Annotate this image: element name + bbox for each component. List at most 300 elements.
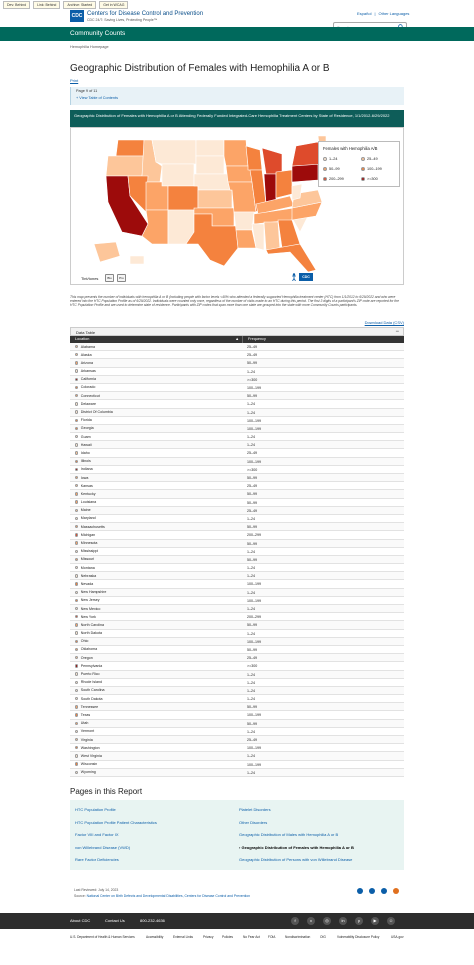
frequency-swatch (75, 427, 78, 430)
location-name: Louisiana (80, 500, 97, 505)
col-frequency-label: Frequency (248, 337, 266, 341)
legend-swatch (323, 167, 327, 171)
state-pennsylvania (292, 164, 318, 182)
location-name: Puerto Rico (80, 672, 100, 676)
site-tagline: CDC 24/7: Saving Lives, Protecting People™ (87, 18, 158, 22)
cell-frequency: 25–49 (247, 738, 257, 742)
table-row (70, 605, 404, 613)
location-name: Mississippi (80, 549, 99, 554)
table-row (70, 720, 404, 728)
report-page-link[interactable]: Platelet Disorders (239, 807, 271, 812)
legend-label: >=300 (367, 177, 378, 181)
table-row (70, 466, 404, 474)
location-name: North Carolina (80, 622, 104, 627)
subfooter-link[interactable]: Vulnerability Disclosure Policy (337, 935, 380, 939)
table-row (70, 343, 404, 351)
cell-frequency: 1–24 (247, 680, 255, 685)
cell-location (70, 474, 242, 481)
cell-location (70, 662, 242, 669)
table-row (70, 409, 404, 417)
frequency-swatch (75, 681, 78, 684)
subfooter-link[interactable]: USA.gov (391, 935, 404, 939)
cell-location (70, 417, 242, 424)
cell-frequency: 50–99 (247, 541, 257, 546)
site-title[interactable]: Centers for Disease Control and Prevention (87, 11, 204, 17)
cell-location (70, 466, 242, 473)
print-link[interactable]: Print (70, 78, 79, 83)
cell-location (70, 589, 242, 596)
pages-in-report-box (70, 800, 404, 870)
frequency-swatch (75, 697, 78, 700)
cell-location (70, 449, 242, 456)
tint-label: Tint/tones (81, 276, 99, 281)
cell-frequency: 1–24 (247, 697, 255, 702)
cell-frequency: 100–199 (247, 746, 261, 751)
frequency-swatch (75, 648, 78, 651)
cell-frequency: 50–99 (247, 476, 257, 480)
location-name: Georgia (80, 426, 94, 431)
table-row (70, 761, 404, 769)
cell-location (70, 728, 242, 735)
legend-label: 25–49 (367, 157, 378, 161)
frequency-swatch (75, 607, 78, 610)
subfooter-link[interactable]: Policies (222, 935, 233, 939)
cell-frequency: 100–199 (247, 713, 261, 718)
table-row (70, 572, 404, 580)
location-name: Connecticut (80, 393, 100, 398)
cell-frequency: 1–24 (247, 631, 255, 636)
table-row (70, 392, 404, 400)
report-page-link[interactable]: HTC Population Profile (75, 807, 116, 812)
subfooter-link[interactable]: OIG (320, 935, 326, 939)
cell-location (70, 621, 242, 628)
state-kansas (198, 190, 232, 208)
frequency-swatch (75, 689, 78, 692)
table-row (70, 556, 404, 564)
frequency-swatch (75, 656, 78, 659)
table-of-contents-box (70, 87, 404, 105)
last-reviewed: Last Reviewed: July 14, 2023 (74, 888, 119, 892)
syndicate-icon[interactable] (393, 888, 399, 894)
data-table-toggle[interactable] (70, 327, 404, 336)
table-row (70, 613, 404, 621)
pinterest-icon[interactable]: p (355, 917, 363, 925)
data-table (70, 327, 404, 777)
table-row (70, 564, 404, 572)
table-row (70, 384, 404, 392)
cell-frequency: 25–49 (247, 484, 257, 489)
frequency-swatch (75, 369, 78, 372)
cell-frequency: 100–199 (247, 762, 261, 767)
frequency-swatch (75, 615, 78, 618)
state-hawaii (130, 256, 144, 264)
table-body (70, 343, 404, 777)
frequency-swatch (75, 550, 78, 553)
frequency-swatch (75, 402, 78, 405)
cell-location (70, 515, 242, 522)
table-row (70, 441, 404, 449)
table-row (70, 490, 404, 498)
linkedin-icon[interactable]: in (339, 917, 347, 925)
notice-badge: Dev: Behind (3, 1, 30, 9)
frequency-swatch (75, 746, 78, 749)
cell-frequency: 50–99 (247, 492, 257, 497)
cell-location (70, 711, 242, 718)
tint-button-pro[interactable]: Pro (117, 274, 126, 282)
frequency-swatch (75, 525, 78, 528)
cell-location (70, 613, 242, 620)
toc-link-label[interactable]: View Table of Contents (79, 96, 118, 100)
cell-location (70, 392, 242, 399)
table-row (70, 376, 404, 384)
cell-location (70, 425, 242, 432)
legend-swatch (361, 167, 365, 171)
cell-frequency: 100–199 (247, 385, 261, 390)
cell-location (70, 703, 242, 710)
location-name: Rhode Island (80, 680, 102, 685)
cdc-logo[interactable]: CDC (70, 10, 84, 22)
table-row (70, 671, 404, 679)
report-page-link[interactable]: Rare Factor Deficiencies (75, 857, 119, 862)
cell-location (70, 572, 242, 579)
report-page-link[interactable]: Factor VIII and Factor IX (75, 832, 119, 837)
cell-location (70, 752, 242, 759)
table-row (70, 474, 404, 482)
frequency-swatch (75, 566, 78, 569)
table-row (70, 687, 404, 695)
table-row (70, 548, 404, 556)
subfooter-link[interactable]: External Links (173, 935, 194, 939)
location-name: Wisconsin (80, 762, 98, 767)
frequency-swatch (75, 582, 78, 585)
table-row (70, 621, 404, 629)
state-wisconsin (246, 146, 262, 170)
location-name: New Mexico (80, 606, 101, 611)
state-colorado (168, 186, 198, 210)
location-name: Delaware (80, 401, 96, 406)
table-row (70, 531, 404, 539)
section-title[interactable]: Community Counts (70, 30, 126, 37)
table-row (70, 499, 404, 507)
location-name: Pennsylvania (80, 663, 103, 668)
frequency-swatch (75, 762, 78, 765)
table-row (70, 638, 404, 646)
cell-frequency: 50–99 (247, 525, 257, 530)
table-row (70, 351, 404, 359)
location-name: Alabama (80, 344, 95, 349)
cell-frequency: 200–299 (247, 615, 261, 620)
legend-title: Females with Hemophilia A/B (323, 146, 378, 151)
location-name: California (80, 377, 96, 382)
subfooter-link[interactable]: Accessibility (146, 935, 164, 939)
cell-frequency: 1–24 (247, 435, 255, 440)
collapse-icon[interactable]: − (395, 329, 399, 335)
location-name: Ohio (80, 639, 89, 644)
cell-frequency: 50–99 (247, 557, 257, 562)
col-location-label: Location (75, 337, 90, 341)
toc-link[interactable]: + View Table of Contents (76, 96, 118, 100)
cell-location (70, 736, 242, 743)
cell-location (70, 548, 242, 555)
table-row (70, 540, 404, 548)
cell-frequency: 1–24 (247, 402, 255, 407)
cell-frequency: 1–24 (247, 574, 255, 579)
frequency-swatch (75, 672, 78, 675)
legend-item (323, 157, 337, 161)
cell-location (70, 400, 242, 407)
table-row (70, 523, 404, 531)
frequency-swatch (75, 574, 78, 577)
cell-location (70, 523, 242, 530)
location-name: Texas (80, 712, 91, 717)
cell-location (70, 744, 242, 751)
state-utah (146, 182, 168, 210)
map-legend (318, 141, 400, 187)
cell-frequency: 1–24 (247, 443, 255, 448)
report-page-link[interactable]: Geographic Distribution of Persons with von Willebrand Disease (239, 857, 353, 862)
cell-frequency: >=300 (247, 377, 258, 382)
instagram-icon[interactable]: ◎ (323, 917, 331, 925)
col-header-location[interactable] (70, 336, 242, 343)
location-name: Vermont (80, 729, 95, 734)
pages-in-report-title: Pages in this Report (70, 787, 143, 796)
source-link[interactable]: National Center on Birth Defects and Developmental Disabilities, Centers for Disease Control and Prevention (86, 894, 251, 898)
report-page-link[interactable]: von Willebrand Disease (VWD) (75, 845, 131, 850)
legend-item (361, 167, 382, 171)
cell-location (70, 433, 242, 440)
state-washington (116, 140, 144, 156)
table-row (70, 597, 404, 605)
state-nebraska (194, 174, 230, 190)
cell-location (70, 761, 242, 768)
facebook-icon[interactable] (357, 888, 363, 894)
subfooter-link[interactable]: Privacy (203, 935, 214, 939)
location-name: Alaska (80, 352, 92, 357)
report-page-link[interactable]: Geographic Distribution of Males with Hemophilia A or B (239, 832, 339, 837)
location-name: Maine (80, 508, 91, 513)
cell-frequency: 25–49 (247, 345, 257, 349)
location-name: North Dakota (80, 631, 102, 636)
tint-button-blue[interactable]: Blu (105, 274, 114, 282)
legend-item (323, 167, 340, 171)
location-name: New York (80, 614, 96, 619)
location-name: Nebraska (80, 573, 97, 578)
cell-location (70, 343, 242, 350)
legend-swatch (361, 177, 365, 181)
cell-location (70, 580, 242, 587)
footer-contact-link[interactable]: Contact Us (105, 918, 125, 923)
location-name: Massachusetts (80, 524, 105, 529)
table-row (70, 359, 404, 367)
cell-frequency: 200–299 (247, 533, 261, 538)
snapchat-icon[interactable]: ☺ (388, 918, 394, 923)
cell-frequency: 50–99 (247, 394, 257, 399)
location-name: Maryland (80, 516, 96, 521)
table-row (70, 769, 404, 777)
location-name: Guam (80, 434, 91, 439)
cell-location (70, 638, 242, 645)
cell-frequency: 1–24 (247, 729, 255, 734)
frequency-swatch (75, 713, 78, 716)
frequency-swatch (75, 419, 78, 422)
cell-location (70, 630, 242, 637)
cell-frequency: 25–49 (247, 353, 257, 358)
cell-location (70, 409, 242, 416)
frequency-swatch (75, 435, 78, 438)
cell-location (70, 605, 242, 612)
cell-location (70, 351, 242, 358)
subfooter-link[interactable]: FOIA (268, 935, 276, 939)
cell-location (70, 482, 242, 489)
cell-frequency: 1–24 (247, 516, 255, 521)
source-line (74, 894, 250, 898)
page-indicator: Page 9 of 11 (76, 89, 98, 93)
state-alaska (94, 242, 120, 262)
footer-phone[interactable]: 800-232-4636 (140, 918, 165, 923)
site-footer (0, 913, 474, 929)
table-row (70, 703, 404, 711)
lang-link-espanol[interactable]: Español (357, 11, 372, 16)
legend-item (361, 177, 378, 181)
report-page-link[interactable]: HTC Population Profile Patient Characteristics (75, 820, 157, 825)
accessibility-icon (291, 273, 297, 281)
location-name: Florida (80, 418, 92, 423)
cell-frequency: 50–99 (247, 721, 257, 726)
frequency-swatch (75, 492, 78, 495)
frequency-swatch (75, 541, 78, 544)
cell-location (70, 769, 242, 776)
table-header-row (70, 336, 404, 343)
cell-location (70, 359, 242, 366)
frequency-swatch (75, 705, 78, 708)
frequency-swatch (75, 468, 78, 471)
frequency-swatch (75, 664, 78, 667)
state-ohio (276, 170, 292, 198)
table-row (70, 752, 404, 760)
frequency-swatch (75, 353, 78, 356)
cell-location (70, 441, 242, 448)
youtube-icon[interactable]: ▶ (371, 917, 379, 925)
table-row (70, 654, 404, 662)
breadcrumb[interactable]: Hemophilia Homepage (70, 45, 109, 49)
cell-frequency: 1–24 (247, 590, 255, 595)
cell-location (70, 540, 242, 547)
twitter-icon[interactable]: x (307, 917, 315, 925)
frequency-swatch (75, 361, 78, 364)
table-row (70, 458, 404, 466)
location-name: Montana (80, 565, 95, 570)
table-row (70, 630, 404, 638)
cell-location (70, 671, 242, 678)
linkedin-icon[interactable] (381, 888, 387, 894)
frequency-swatch (75, 640, 78, 643)
table-row (70, 728, 404, 736)
cell-frequency: 100–199 (247, 418, 261, 423)
col-header-frequency[interactable] (242, 336, 404, 343)
cell-location (70, 687, 242, 694)
location-name: Oklahoma (80, 647, 98, 652)
cell-location (70, 679, 242, 686)
cell-frequency: 25–49 (247, 656, 257, 661)
lang-divider: | (374, 11, 376, 16)
us-choropleth-map[interactable] (86, 132, 326, 272)
state-alabama (264, 222, 280, 250)
facebook-icon[interactable]: f (291, 917, 299, 925)
map-footnote: This map presents the number of individuals with hemophilia A or B (including people with factor levels <40% who attended a federally supported Hemophilia treatment center (HTC) from 1/1/2012 to 6/29/2022 and who were entered into the HTC Population Profile as of 6/29/2022. Individuals were counted only once, regardless of the number of visits made to an HTC during this period. The first 3 digits of a participant's ZIP code are reported for the HTC Population Profile and are used to determine state of residence. Participants with ZIP codes that span more than one state are grouped into the state with more Community Counts participants. (70, 295, 399, 308)
cell-frequency: 25–49 (247, 508, 257, 513)
cell-location (70, 368, 242, 375)
table-row (70, 580, 404, 588)
data-table-title: Data Table (76, 330, 96, 335)
location-name: Wyoming (80, 770, 96, 775)
table-row (70, 695, 404, 703)
subfooter-link[interactable]: No Fear Act (243, 935, 260, 939)
frequency-swatch (75, 754, 78, 757)
frequency-swatch (75, 500, 78, 503)
legend-label: 100–199 (367, 167, 382, 171)
state-michigan (262, 148, 282, 174)
cell-frequency: 1–24 (247, 410, 255, 415)
table-row (70, 482, 404, 490)
location-name: Virginia (80, 737, 93, 742)
source-prefix: Source: (74, 894, 87, 898)
location-name: Tennessee (80, 704, 99, 709)
site-header (0, 8, 474, 28)
report-page-link[interactable]: Other Disorders (239, 820, 268, 825)
subfooter-link[interactable]: Nondiscrimination (285, 935, 311, 939)
cell-frequency: 1–24 (247, 770, 255, 775)
cell-location (70, 646, 242, 653)
location-name: Washington (80, 745, 100, 750)
cell-frequency: 100–199 (247, 582, 261, 587)
location-name: Kentucky (80, 491, 96, 496)
download-data-link[interactable]: Download Data (CSV) (364, 320, 404, 325)
location-name: Arizona (80, 360, 93, 365)
legend-label: 200–299 (329, 177, 344, 181)
lang-link-other[interactable]: Other Languages (378, 11, 410, 16)
twitter-icon[interactable] (369, 888, 375, 894)
legend-label: 50–99 (329, 167, 340, 171)
notice-badge: Get in WCAG (99, 1, 128, 9)
state-arkansas (234, 212, 254, 230)
cell-frequency: 100–199 (247, 426, 261, 431)
sort-up-icon[interactable]: ▲ (235, 337, 239, 341)
frequency-swatch (75, 460, 78, 463)
frequency-swatch (75, 410, 78, 413)
cell-location (70, 564, 242, 571)
location-name: District Of Columbia (80, 410, 113, 414)
location-name: Indiana (80, 467, 93, 472)
subfooter-link[interactable]: U.S. Department of Health & Human Services (70, 935, 135, 939)
map-caption: Geographic Distribution of Females with Hemophilia A or B Attending Federally Funded Integrated-Care Hemophilia Treatment Centers by State of Residence, 1/1/2012-6/29/2022 (70, 110, 404, 127)
location-name: Oregon (80, 655, 93, 660)
location-name: Iowa (80, 475, 89, 480)
cell-location (70, 556, 242, 563)
cell-frequency: 50–99 (247, 647, 257, 652)
cell-frequency: >=300 (247, 664, 258, 669)
location-name: Illinois (80, 459, 91, 464)
frequency-swatch (75, 476, 78, 479)
location-name: South Dakota (80, 696, 103, 701)
cell-frequency: 50–99 (247, 500, 257, 505)
location-name: Missouri (80, 557, 95, 562)
cell-location (70, 654, 242, 661)
table-row (70, 744, 404, 752)
location-name: New Jersey (80, 598, 100, 603)
location-name: Kansas (80, 483, 93, 488)
footer-about-link[interactable]: About CDC (70, 918, 91, 923)
frequency-swatch (75, 730, 78, 733)
